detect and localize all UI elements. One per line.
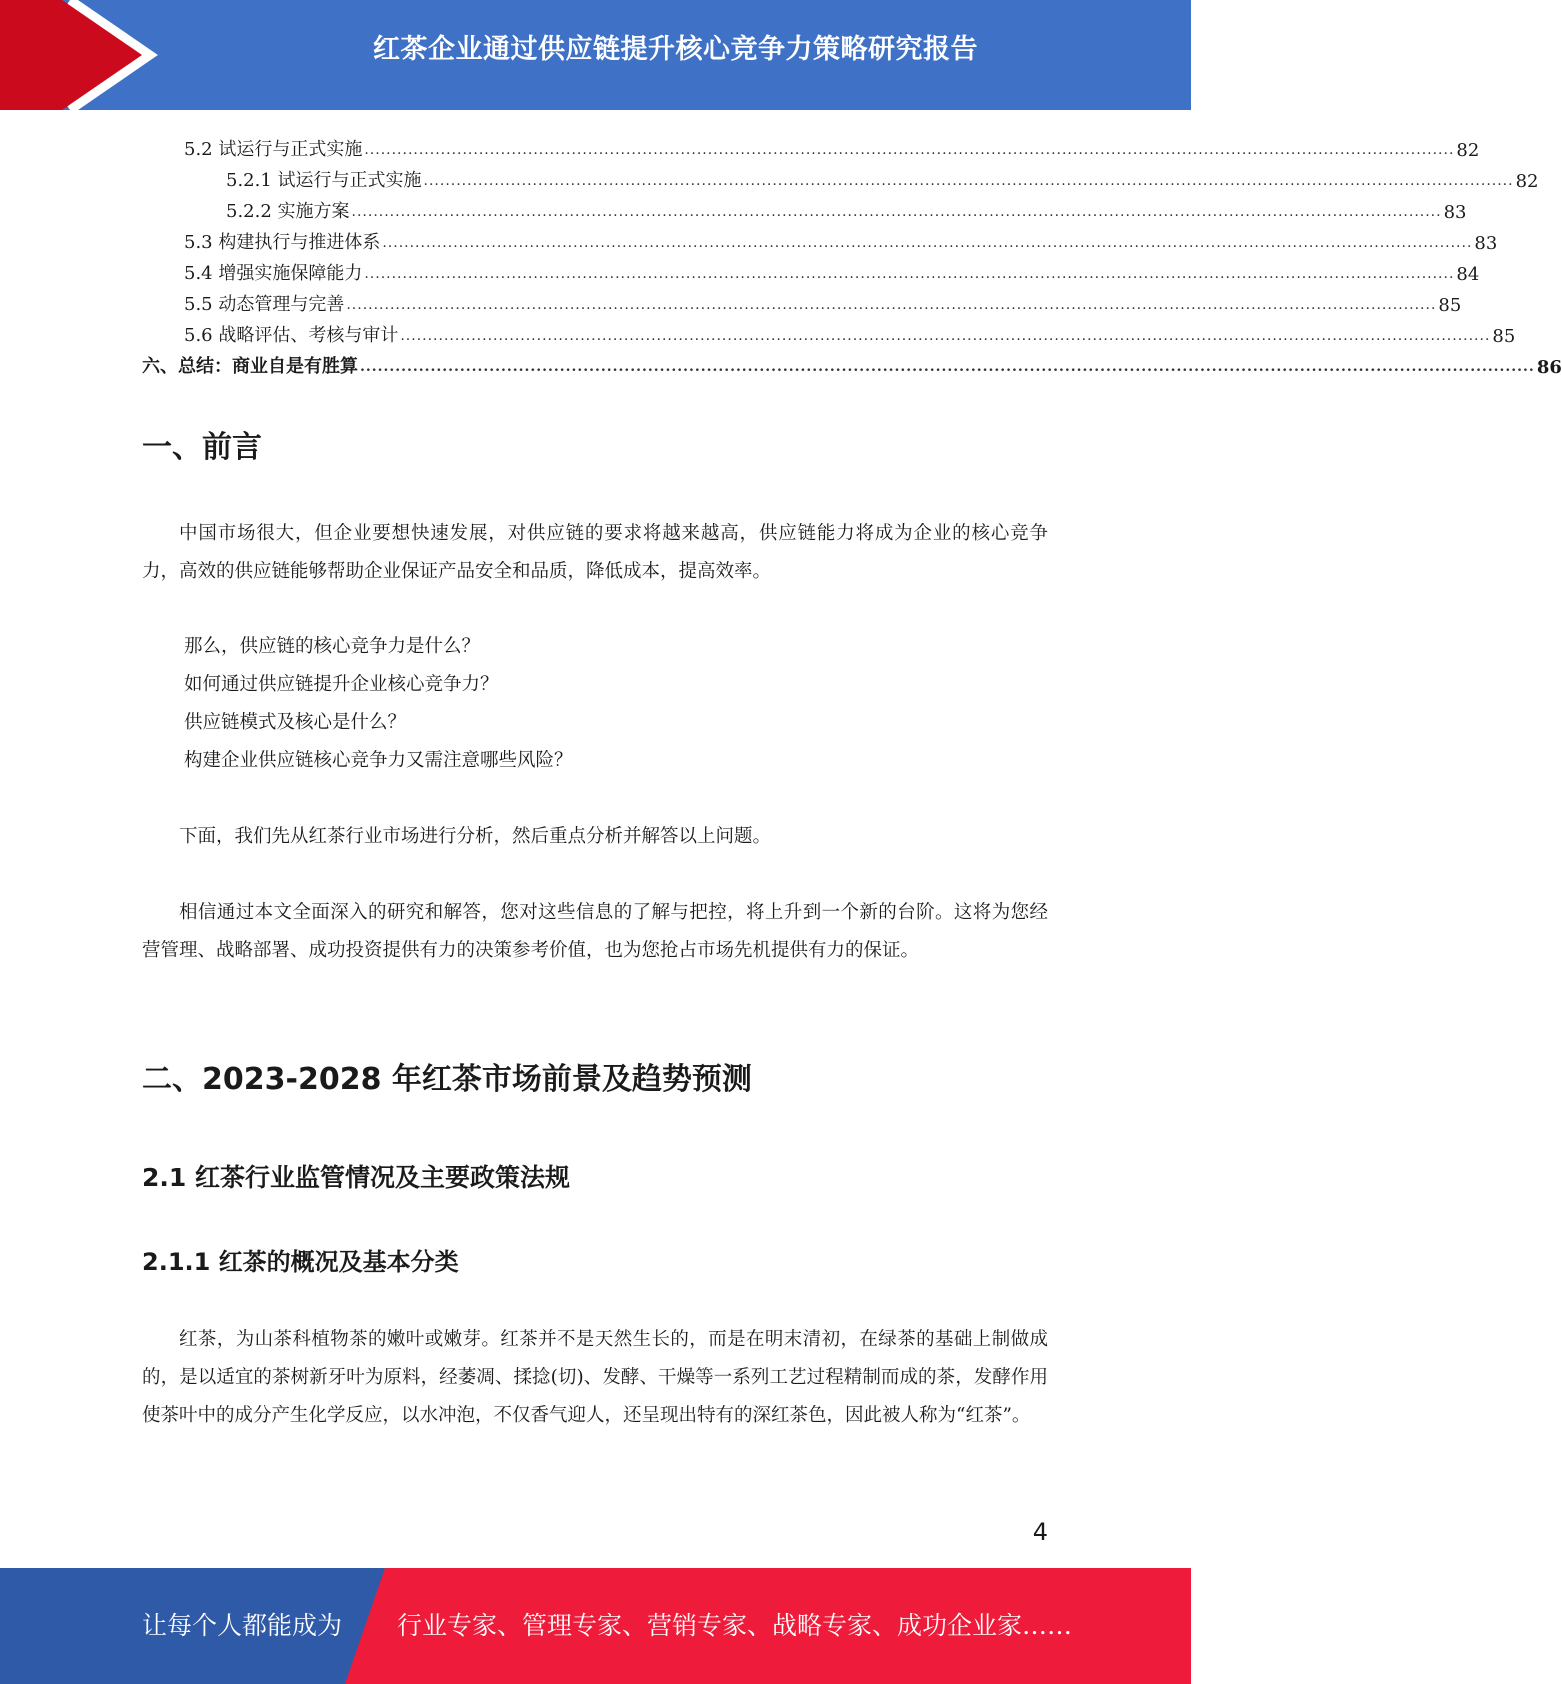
page-header	[0, 0, 1191, 110]
toc-entry-page: 82	[1515, 171, 1539, 192]
toc-entry-page: 86	[1536, 357, 1562, 378]
header-red-arrow	[0, 0, 150, 110]
toc-entry-label: 六、总结：商业自是有胜算	[142, 356, 358, 377]
toc-leader-dots: ........................................................................................................................................................................................................	[346, 297, 1437, 313]
table-of-contents	[142, 130, 1562, 378]
toc-leader-dots: ........................................................................................................................................................................................................	[364, 142, 1455, 158]
toc-entry[interactable]	[142, 347, 1562, 378]
toc-entry-page: 83	[1443, 202, 1467, 223]
page-number: 4	[1032, 1518, 1048, 1546]
toc-leader-dots: ........................................................................................................................................................................................................	[382, 235, 1473, 251]
footer-slogan-right: 行业专家、管理专家、营销专家、战略专家、成功企业家……	[397, 1611, 1073, 1640]
report-title: 红茶企业通过供应链提升核心竞争力策略研究报告	[373, 34, 978, 65]
toc-entry-page: 85	[1438, 295, 1462, 316]
toc-entry-label: 5.4 增强实施保障能力	[184, 263, 363, 284]
toc-entry[interactable]	[142, 254, 1480, 285]
toc-leader-dots: ........................................................................................................................................................................................................	[360, 359, 1535, 375]
toc-entry-label: 5.2.2 实施方案	[226, 201, 350, 222]
toc-entry-page: 82	[1456, 140, 1480, 161]
toc-entry[interactable]	[142, 130, 1480, 161]
subsection-heading-2-1-1: 2.1.1 红茶的概况及基本分类	[142, 1248, 459, 1276]
toc-entry-page: 84	[1456, 264, 1480, 285]
section-heading-market-forecast: 二、2023-2028 年红茶市场前景及趋势预测	[142, 1062, 752, 1097]
toc-entry-label: 5.6 战略评估、考核与审计	[184, 325, 399, 346]
toc-leader-dots: ........................................................................................................................................................................................................	[351, 204, 1442, 220]
preface-paragraph-2: 下面，我们先从红茶行业市场进行分析，然后重点分析并解答以上问题。	[179, 826, 772, 847]
question-line: 如何通过供应链提升企业核心竞争力？	[184, 674, 499, 695]
toc-entry-label: 5.2.1 试运行与正式实施	[226, 170, 422, 191]
question-line: 供应链模式及核心是什么？	[184, 712, 407, 733]
toc-leader-dots: ........................................................................................................................................................................................................	[400, 328, 1491, 344]
preface-paragraph-3: 相信通过本文全面深入的研究和解答，您对这些信息的了解与把控，将上升到一个新的台阶。这将为您经营管理、战略部署、成功投资提供有力的决策参考价值，也为您抢占市场先机提供有力的保证。	[142, 902, 1048, 961]
toc-entry-label: 5.5 动态管理与完善	[184, 294, 345, 315]
black-tea-overview-paragraph: 红茶，为山茶科植物茶的嫩叶或嫩芽。红茶并不是天然生长的，而是在明末清初，在绿茶的基础上制做成的，是以适宜的茶树新牙叶为原料，经萎凋、揉捻(切)、发酵、干燥等一系列工艺过程精制而成的茶，发酵作用使茶叶中的成分产生化学反应，以水冲泡，不仅香气迎人，还呈现出特有的深红茶色，因此被人称为“红茶”。	[142, 1329, 1048, 1426]
toc-entry[interactable]	[142, 223, 1498, 254]
toc-entry-page: 85	[1492, 326, 1516, 347]
toc-leader-dots: ........................................................................................................................................................................................................	[364, 266, 1455, 282]
toc-entry-label: 5.2 试运行与正式实施	[184, 139, 363, 160]
toc-entry[interactable]	[142, 192, 1467, 223]
question-line: 构建企业供应链核心竞争力又需注意哪些风险？	[184, 750, 573, 771]
subsection-heading-2-1: 2.1 红茶行业监管情况及主要政策法规	[142, 1163, 570, 1192]
footer-slogan-left: 让每个人都能成为	[142, 1611, 343, 1640]
toc-entry[interactable]	[142, 161, 1539, 192]
section-heading-preface: 一、前言	[142, 430, 262, 465]
question-line: 那么，供应链的核心竞争力是什么？	[184, 636, 481, 657]
preface-paragraph-1: 中国市场很大，但企业要想快速发展，对供应链的要求将越来越高，供应链能力将成为企业的核心竞争力，高效的供应链能够帮助企业保证产品安全和品质，降低成本，提高效率。	[142, 523, 1048, 582]
page-footer	[0, 1568, 1191, 1684]
toc-entry-page: 83	[1474, 233, 1498, 254]
toc-entry-label: 5.3 构建执行与推进体系	[184, 232, 381, 253]
toc-leader-dots: ........................................................................................................................................................................................................	[423, 173, 1514, 189]
toc-entry[interactable]	[142, 316, 1516, 347]
toc-entry[interactable]	[142, 285, 1462, 316]
